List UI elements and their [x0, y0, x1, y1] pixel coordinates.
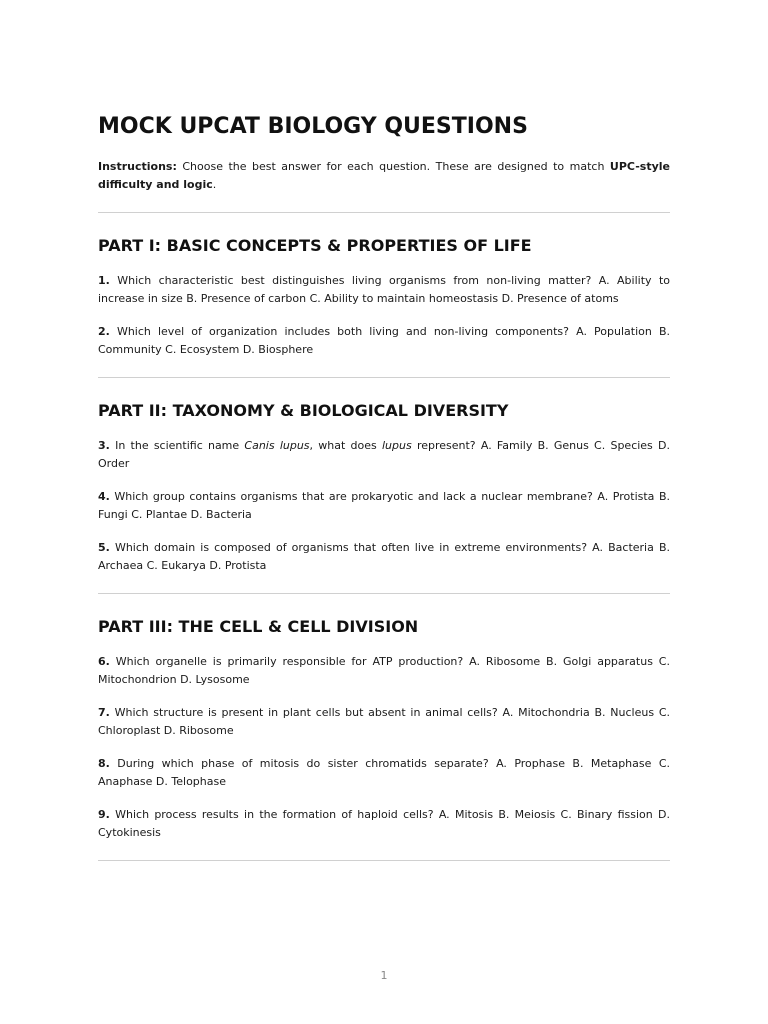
question-8 [98, 755, 670, 790]
question-number: 5. [98, 541, 110, 554]
question-number: 1. [98, 274, 110, 287]
question-text: Which group contains organisms that are prokaryotic and lack a nuclear membrane? A. Protista B. Fungi C. Plantae D. Bacteria [98, 490, 670, 521]
question-number: 8. [98, 757, 110, 770]
divider [98, 377, 670, 378]
question-7 [98, 704, 670, 739]
instructions-end: . [212, 177, 217, 191]
scientific-term: lupus [381, 439, 412, 452]
question-text: Which characteristic best distinguishes living organisms from non-living matter? A. Ability to increase in size B. Presence of carbon C. Ability to maintain homeostasis D. Presence of atoms [98, 274, 670, 305]
question-text: In the scientific name [109, 439, 245, 452]
document-title: MOCK UPCAT BIOLOGY QUESTIONS [98, 114, 528, 139]
instructions [98, 158, 670, 193]
instructions-label: Instructions: [98, 160, 177, 173]
section-heading-part-1: PART I: BASIC CONCEPTS & PROPERTIES OF LIFE [98, 236, 532, 255]
page-number: 1 [380, 969, 388, 982]
question-text: Which structure is present in plant cells but absent in animal cells? A. Mitochondria B. Nucleus C. Chloroplast D. Ribosome [98, 706, 670, 737]
question-text: Which level of organization includes both living and non-living components? A. Population B. Community C. Ecosystem D. Biosphere [98, 325, 670, 356]
question-number: 2. [98, 325, 110, 338]
question-text: Which domain is composed of organisms that often live in extreme environments? A. Bacteria B. Archaea C. Eukarya D. Protista [98, 541, 670, 572]
divider [98, 593, 670, 594]
question-5 [98, 539, 670, 574]
question-1 [98, 272, 670, 307]
section-heading-part-2: PART II: TAXONOMY & BIOLOGICAL DIVERSITY [98, 401, 509, 420]
question-text: Which process results in the formation of haploid cells? A. Mitosis B. Meiosis C. Binary fission D. Cytokinesis [98, 808, 670, 839]
question-number: 4. [98, 490, 110, 503]
document-page [98, 112, 670, 861]
question-4 [98, 488, 670, 523]
question-2 [98, 323, 670, 358]
divider [98, 860, 670, 861]
divider [98, 212, 670, 213]
instructions-text: Choose the best answer for each question. These are designed to match [176, 160, 610, 173]
instructions-emphasis: UPC-style difficulty and logic [98, 160, 670, 191]
section-heading-part-3: PART III: THE CELL & CELL DIVISION [98, 617, 419, 636]
question-3 [98, 437, 670, 472]
question-text: , what does [309, 439, 382, 452]
question-number: 6. [98, 655, 110, 668]
question-number: 9. [98, 808, 110, 821]
question-text: represent? A. Family B. Genus C. Species D. Order [98, 439, 670, 470]
question-text: During which phase of mitosis do sister chromatids separate? A. Prophase B. Metaphase C. Anaphase D. Telophase [98, 757, 670, 788]
question-number: 7. [98, 706, 110, 719]
question-6 [98, 653, 670, 688]
question-text: Which organelle is primarily responsible for ATP production? A. Ribosome B. Golgi apparatus C. Mitochondrion D. Lysosome [98, 655, 670, 686]
question-number: 3. [98, 439, 110, 452]
scientific-name: Canis lupus [244, 439, 310, 452]
question-9 [98, 806, 670, 841]
